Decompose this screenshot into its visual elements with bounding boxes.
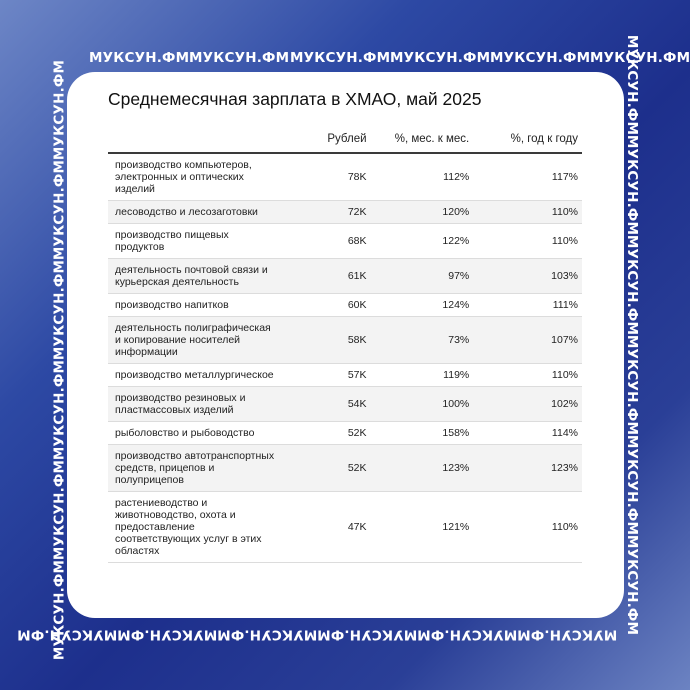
row-industry: деятельность почтовой связи и курьерская деятельность bbox=[108, 259, 279, 294]
watermark-text: МУКСУН.ФМ bbox=[290, 50, 391, 66]
row-year-change: 107% bbox=[473, 317, 582, 364]
table-row bbox=[108, 492, 582, 563]
table-header-row bbox=[108, 126, 582, 153]
watermark-text: МУКСУН.ФМ bbox=[51, 359, 68, 461]
table-row bbox=[108, 201, 582, 224]
row-industry: производство автотранспортных средств, прицепов и полуприцепов bbox=[108, 445, 279, 492]
row-month-change: 123% bbox=[371, 445, 474, 492]
table-row bbox=[108, 259, 582, 294]
row-month-change: 122% bbox=[371, 224, 474, 259]
watermark-text: МУКСУН.ФМ bbox=[390, 50, 491, 66]
row-month-change: 97% bbox=[371, 259, 474, 294]
watermark-text: МУКСУН.ФМ bbox=[51, 159, 68, 261]
row-month-change: 121% bbox=[371, 492, 474, 563]
row-rubles: 60K bbox=[279, 294, 371, 317]
column-header-mom: %, мес. к мес. bbox=[371, 126, 474, 153]
watermark-text: МУКСУН.ФМ bbox=[189, 50, 290, 66]
watermark-text: МУКСУН.ФМ bbox=[623, 434, 640, 536]
column-header-name bbox=[108, 126, 279, 153]
table-row bbox=[108, 445, 582, 492]
row-month-change: 124% bbox=[371, 294, 474, 317]
row-industry: растениеводство и животноводство, охота и предоставление соответствующих услуг в этих областях bbox=[108, 492, 279, 563]
row-industry: производство напитков bbox=[108, 294, 279, 317]
row-rubles: 58K bbox=[279, 317, 371, 364]
column-header-rub: Рублей bbox=[279, 126, 371, 153]
watermark-text: МУКСУН.ФМ bbox=[623, 34, 640, 136]
row-rubles: 57K bbox=[279, 364, 371, 387]
row-month-change: 120% bbox=[371, 201, 474, 224]
table-row bbox=[108, 224, 582, 259]
row-industry: рыболовство и рыбоводство bbox=[108, 422, 279, 445]
column-header-yoy: %, год к году bbox=[473, 126, 582, 153]
table-row bbox=[108, 364, 582, 387]
row-industry: производство пищевых продуктов bbox=[108, 224, 279, 259]
row-rubles: 52K bbox=[279, 445, 371, 492]
watermark-text: МУКСУН.ФМ bbox=[217, 626, 318, 643]
row-industry: производство компьютеров, электронных и оптических изделий bbox=[108, 153, 279, 201]
table-row bbox=[108, 317, 582, 364]
watermark-text: МУКСУН.ФМ bbox=[623, 134, 640, 236]
watermark-text: МУКСУН.ФМ bbox=[490, 50, 591, 66]
row-year-change: 102% bbox=[473, 387, 582, 422]
watermark-text: МУКСУН.ФМ bbox=[51, 559, 68, 661]
row-year-change: 114% bbox=[473, 422, 582, 445]
row-rubles: 78K bbox=[279, 153, 371, 201]
watermark-text: МУКСУН.ФМ bbox=[623, 234, 640, 336]
row-year-change: 117% bbox=[473, 153, 582, 201]
salary-table bbox=[108, 126, 582, 563]
row-year-change: 110% bbox=[473, 201, 582, 224]
watermark-text: МУКСУН.ФМ bbox=[317, 626, 418, 643]
watermark-text: МУКСУН.ФМ bbox=[417, 626, 518, 643]
chart-title: Среднемесячная зарплата в ХМАО, май 2025 bbox=[108, 89, 482, 109]
row-month-change: 158% bbox=[371, 422, 474, 445]
row-year-change: 110% bbox=[473, 364, 582, 387]
row-year-change: 110% bbox=[473, 492, 582, 563]
watermark-text: МУКСУН.ФМ bbox=[117, 626, 218, 643]
watermark-text: МУКСУН.ФМ bbox=[51, 59, 68, 161]
row-month-change: 119% bbox=[371, 364, 474, 387]
table-row bbox=[108, 387, 582, 422]
watermark-text: МУКСУН.ФМ bbox=[590, 50, 690, 66]
row-month-change: 112% bbox=[371, 153, 474, 201]
row-month-change: 73% bbox=[371, 317, 474, 364]
watermark-text: МУКСУН.ФМ bbox=[51, 459, 68, 561]
row-year-change: 103% bbox=[473, 259, 582, 294]
watermark-text: МУКСУН.ФМ bbox=[623, 334, 640, 436]
row-rubles: 54K bbox=[279, 387, 371, 422]
row-industry: производство резиновых и пластмассовых изделий bbox=[108, 387, 279, 422]
table-card bbox=[67, 72, 624, 618]
watermark-text: МУКСУН.ФМ bbox=[623, 534, 640, 636]
watermark-text: МУКСУН.ФМ bbox=[17, 626, 118, 643]
table-row bbox=[108, 153, 582, 201]
row-rubles: 72K bbox=[279, 201, 371, 224]
watermark-text: МУКСУН.ФМ bbox=[51, 259, 68, 361]
row-rubles: 47K bbox=[279, 492, 371, 563]
row-rubles: 68K bbox=[279, 224, 371, 259]
table-row bbox=[108, 422, 582, 445]
row-industry: производство металлургическое bbox=[108, 364, 279, 387]
row-month-change: 100% bbox=[371, 387, 474, 422]
watermark-text: МУКСУН.ФМ bbox=[89, 50, 190, 66]
row-year-change: 110% bbox=[473, 224, 582, 259]
row-year-change: 111% bbox=[473, 294, 582, 317]
row-year-change: 123% bbox=[473, 445, 582, 492]
table-row bbox=[108, 294, 582, 317]
watermark-text: МУКСУН.ФМ bbox=[517, 626, 618, 643]
row-rubles: 61K bbox=[279, 259, 371, 294]
row-industry: лесоводство и лесозаготовки bbox=[108, 201, 279, 224]
row-rubles: 52K bbox=[279, 422, 371, 445]
row-industry: деятельность полиграфическая и копирование носителей информации bbox=[108, 317, 279, 364]
